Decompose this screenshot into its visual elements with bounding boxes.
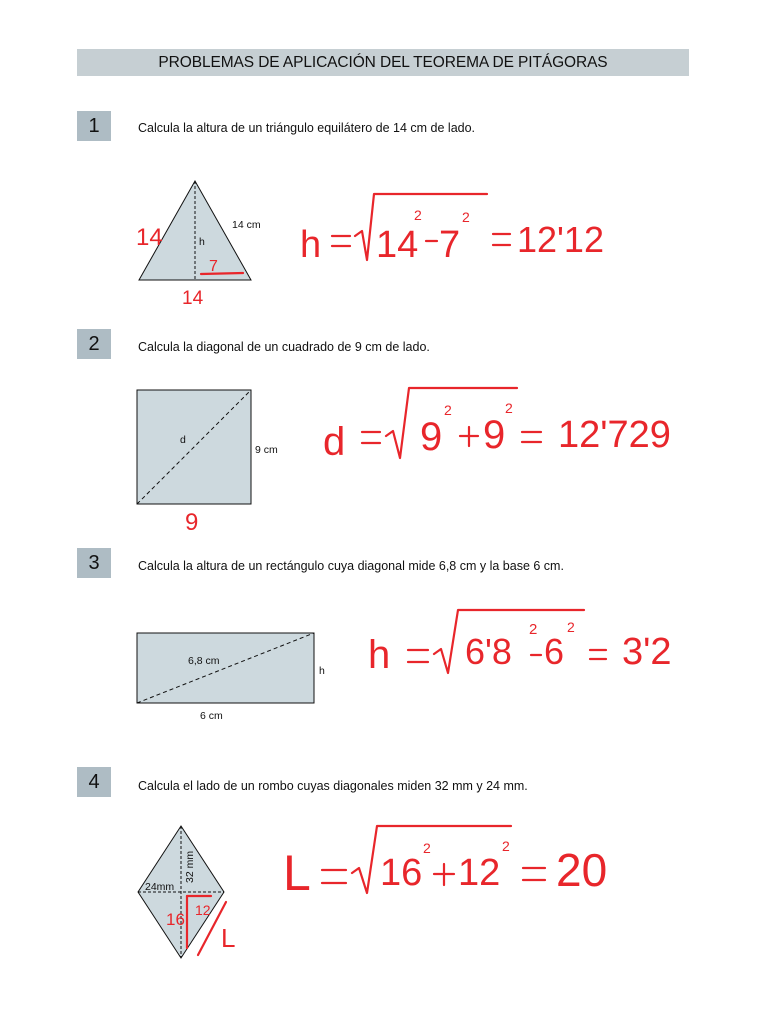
eq1-base-exp: 2 (414, 207, 422, 223)
eq2-result-equals (522, 432, 541, 442)
problem-3-statement: Calcula la altura de un rectángulo cuya diagonal mide 6,8 cm y la base 6 cm. (138, 559, 564, 573)
eq4-variable: L (283, 845, 311, 901)
eq2-b-exp: 2 (505, 400, 513, 416)
eq4-b: 12 (458, 852, 501, 894)
triangle-height-label: h (199, 236, 205, 248)
eq2-a: 9 (420, 415, 443, 459)
eq1-result: 12'12 (517, 219, 604, 260)
rectangle-base-label: 6 cm (200, 710, 223, 722)
eq1-base: 14 (376, 224, 419, 266)
problem-3-handwriting (368, 610, 672, 677)
eq2-result: 12'729 (558, 414, 671, 456)
eq4-plus (434, 864, 454, 885)
hand-half-base: 7 (209, 258, 218, 275)
problem-2-figure (137, 390, 278, 504)
problem-2-statement: Calcula la diagonal de un cuadrado de 9 cm de lado. (138, 340, 430, 354)
eq4-result-equals (523, 868, 545, 880)
problem-4-statement: Calcula el lado de un rombo cuyas diagonales miden 32 mm y 24 mm. (138, 779, 528, 793)
hand-half-short: 12 (195, 902, 211, 918)
problem-4-figure (138, 826, 224, 958)
hand-half-long: 16 (166, 910, 185, 929)
problem-2-handwriting (185, 388, 671, 536)
problem-3-figure (137, 633, 325, 722)
eq4-a-exp: 2 (423, 840, 431, 856)
rhombus-long-diagonal-label: 32 mm (184, 850, 196, 883)
eq1-minus-exp: 2 (462, 209, 470, 225)
eq1-variable: h (300, 224, 322, 266)
eq2-a-exp: 2 (444, 402, 452, 418)
eq4-a: 16 (380, 852, 423, 894)
eq1-equals (332, 236, 350, 246)
problem-4-number: 4 (77, 767, 111, 797)
eq2-b: 9 (483, 413, 506, 457)
eq3-a: 6'8 (465, 631, 512, 672)
eq1-result-equals (493, 234, 510, 245)
rhombus-short-diagonal-label: 24mm (145, 881, 175, 893)
eq3-result: 3'2 (622, 631, 672, 673)
problem-1-number: 1 (77, 111, 111, 141)
eq4-result: 20 (556, 844, 608, 896)
eq1-minus-value: 7 (439, 224, 461, 266)
square-diagonal-label: d (180, 434, 186, 446)
eq3-b: 6 (544, 631, 565, 672)
eq3-b-exp: 2 (567, 619, 575, 635)
eq2-equals (362, 432, 380, 443)
hand-bottom: 14 (182, 288, 204, 309)
rectangle-height-label: h (319, 665, 325, 677)
problem-4-handwriting (166, 826, 607, 955)
square-side-label: 9 cm (255, 444, 278, 456)
eq4-b-exp: 2 (502, 838, 510, 854)
eq3-a-exp: 2 (529, 621, 538, 638)
rectangle-diagonal-label: 6,8 cm (188, 655, 220, 667)
hand-left-side: 14 (136, 224, 163, 251)
hand-side-label: L (221, 923, 236, 953)
eq3-equals (408, 650, 428, 662)
hand-square-bottom: 9 (185, 509, 199, 536)
problem-3-number: 3 (77, 548, 111, 578)
eq4-equals (322, 870, 346, 883)
eq3-result-equals (590, 650, 606, 659)
eq1-sqrt (355, 194, 487, 260)
eq3-variable: h (368, 633, 391, 677)
problem-1-statement: Calcula la altura de un triángulo equilátero de 14 cm de lado. (138, 121, 476, 135)
hand-half-base-underline (201, 273, 243, 274)
eq2-variable: d (323, 420, 346, 464)
problem-2-number: 2 (77, 329, 111, 359)
eq2-plus (460, 427, 478, 446)
triangle-side-label: 14 cm (232, 219, 261, 231)
page-title: PROBLEMAS DE APLICACIÓN DEL TEOREMA DE PITÁGORAS (158, 53, 608, 71)
